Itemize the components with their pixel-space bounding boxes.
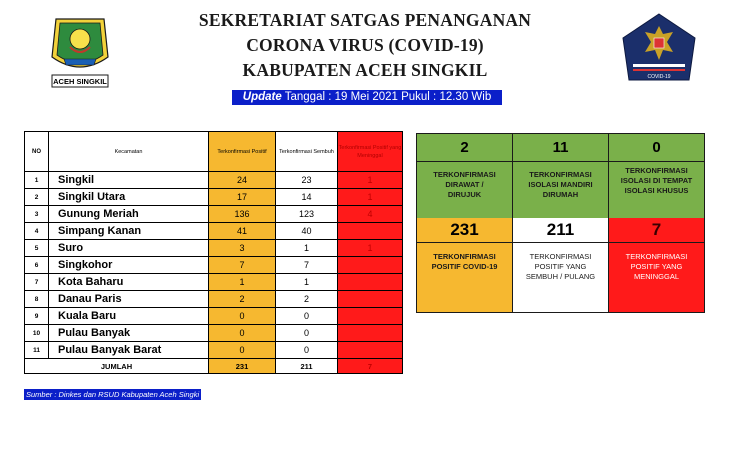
row-positif: 7 [209,257,276,274]
meninggal-label: TERKONFIRMASI POSITIF YANG MENINGGAL [625,252,688,281]
row-no: 1 [25,172,49,189]
title-line-2: CORONA VIRUS (COVID-19) [246,35,484,55]
row-kecamatan: Singkil [49,172,209,189]
row-sembuh: 1 [276,240,338,257]
row-no: 8 [25,291,49,308]
row-no: 10 [25,325,49,342]
meninggal-value: 7 [609,218,704,243]
row-no: 5 [25,240,49,257]
isolasi-khusus-label: TERKONFIRMASI ISOLASI DI TEMPAT ISOLASI KHUSUS [609,162,704,218]
meninggal-card [609,218,704,312]
summary-panel [416,133,705,313]
table-row [25,223,403,240]
row-meninggal: 1 [338,240,403,257]
table-row [25,342,403,359]
table-row [25,189,403,206]
row-positif: 136 [209,206,276,223]
table-row [25,172,403,189]
row-positif: 41 [209,223,276,240]
row-sembuh: 0 [276,308,338,325]
kecamatan-table [24,131,403,374]
satgas-covid-logo [619,12,699,88]
source-note: Sumber : Dinkes dan RSUD Kabupaten Aceh Singki [26,390,200,399]
row-kecamatan: Gunung Meriah [49,206,209,223]
table-row [25,308,403,325]
update-bar [232,90,502,105]
total-meninggal: 7 [338,359,403,374]
row-meninggal [338,223,403,240]
row-meninggal: 1 [338,189,403,206]
row-meninggal [338,342,403,359]
row-meninggal: 1 [338,172,403,189]
aceh-singkil-logo-caption: ACEH SINGKIL [53,77,107,86]
title-line-3: KABUPATEN ACEH SINGKIL [242,60,488,80]
row-kecamatan: Suro [49,240,209,257]
row-meninggal [338,257,403,274]
total-positif: 231 [209,359,276,374]
row-kecamatan: Singkil Utara [49,189,209,206]
total-sembuh: 211 [276,359,338,374]
row-meninggal [338,274,403,291]
row-sembuh: 123 [276,206,338,223]
row-positif: 2 [209,291,276,308]
row-sembuh: 2 [276,291,338,308]
isolasi-khusus-value: 0 [609,134,704,162]
table-row [25,240,403,257]
row-no: 4 [25,223,49,240]
satgas-covid-logo-caption: COVID-19 [647,74,671,80]
row-sembuh: 23 [276,172,338,189]
row-meninggal: 4 [338,206,403,223]
update-label: Update [242,91,282,103]
dirawat-label: TERKONFIRMASI DIRAWAT / DIRUJUK [417,162,513,218]
header-sembuh: Terkonfirmasi Sembuh [276,132,338,172]
table-row [25,274,403,291]
header-meninggal: Terkonfirmasi Positif yang Meninggal [338,132,403,172]
row-kecamatan: Pulau Banyak Barat [49,342,209,359]
row-sembuh: 7 [276,257,338,274]
row-sembuh: 1 [276,274,338,291]
row-meninggal [338,325,403,342]
isolasi-rumah-label: TERKONFIRMASI ISOLASI MANDIRI DIRUMAH [513,162,609,218]
row-no: 6 [25,257,49,274]
row-sembuh: 0 [276,342,338,359]
update-text: Tanggal : 19 Mei 2021 Pukul : 12.30 Wib [281,91,492,103]
row-no: 7 [25,274,49,291]
total-label: JUMLAH [25,359,209,374]
header-kecamatan: Kecamatan [49,132,209,172]
row-no: 2 [25,189,49,206]
row-sembuh: 14 [276,189,338,206]
positif-card [417,218,513,312]
row-positif: 24 [209,172,276,189]
positif-label: TERKONFIRMASI POSITIF COVID-19 [431,252,498,271]
header-positif: Terkonfirmasi Positif [209,132,276,172]
row-positif: 0 [209,325,276,342]
row-sembuh: 0 [276,325,338,342]
row-kecamatan: Kota Baharu [49,274,209,291]
sembuh-label: TERKONFIRMASI POSITIF YANG SEMBUH / PULANG [525,252,596,281]
sembuh-value: 211 [513,218,608,243]
row-positif: 3 [209,240,276,257]
row-kecamatan: Singkohor [49,257,209,274]
table-header-row [25,132,403,172]
row-positif: 17 [209,189,276,206]
row-positif: 0 [209,342,276,359]
aceh-singkil-logo [46,13,114,91]
row-positif: 0 [209,308,276,325]
table-row [25,206,403,223]
row-kecamatan: Simpang Kanan [49,223,209,240]
row-positif: 1 [209,274,276,291]
table-row [25,257,403,274]
row-meninggal [338,308,403,325]
table-total-row [25,359,403,374]
table-row [25,325,403,342]
isolasi-rumah-value: 11 [513,134,609,162]
header-no: NO [25,132,49,172]
row-meninggal [338,291,403,308]
row-kecamatan: Pulau Banyak [49,325,209,342]
row-no: 9 [25,308,49,325]
positif-value: 231 [417,218,512,243]
sembuh-card [513,218,609,312]
row-kecamatan: Danau Paris [49,291,209,308]
row-no: 11 [25,342,49,359]
title-line-1: SEKRETARIAT SATGAS PENANGANAN [198,10,532,30]
row-kecamatan: Kuala Baru [49,308,209,325]
table-row [25,291,403,308]
row-sembuh: 40 [276,223,338,240]
dirawat-value: 2 [417,134,513,162]
row-no: 3 [25,206,49,223]
